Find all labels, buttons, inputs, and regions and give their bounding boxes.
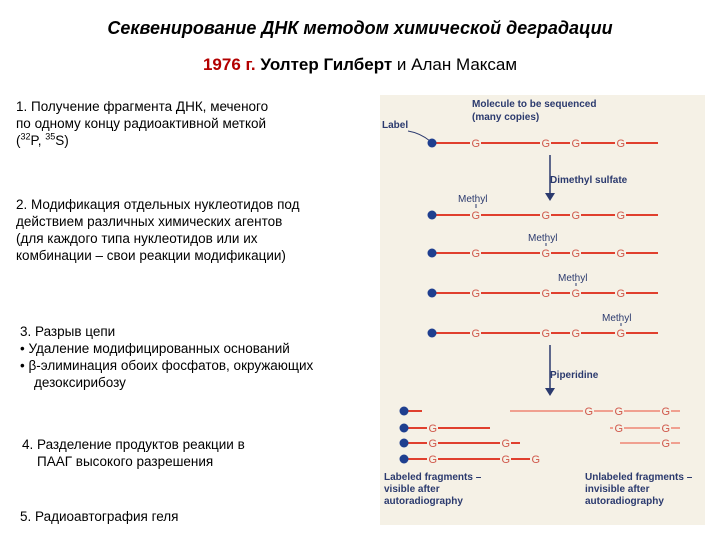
unlabeled-fragment-1-g-2: G [661, 406, 671, 418]
step-1-isotopes [16, 132, 366, 149]
header-line-2: (many copies) [472, 112, 540, 123]
maxam-gilbert-figure [380, 95, 705, 525]
label-pointer [408, 131, 430, 141]
strand-methylated-2-g-3: G [616, 248, 626, 260]
strand-original-g-0: G [471, 138, 481, 150]
step-3-bullet-2: • β-элиминация обоих фосфатов, окружающих дезоксирибозу [20, 358, 314, 390]
reagent-dimethyl-sulfate: Dimethyl sulfate [550, 175, 628, 186]
step-3-line-1: 3. Разрыв цепи [20, 324, 116, 339]
strand-methylated-1-g-2: G [571, 210, 581, 222]
step-2-line-3: (для каждого типа нуклеотидов или их [16, 231, 258, 246]
methyl-label-2: Methyl [528, 233, 558, 244]
strand-methylated-4-g-2: G [571, 328, 581, 340]
arrow-1-head [545, 193, 555, 201]
sulfur-mass: 35 [45, 131, 56, 142]
strand-methylated-1-g-3: G [616, 210, 626, 222]
unlabeled-fragment-1-g-0: G [584, 406, 594, 418]
reagent-piperidine: Piperidine [550, 370, 599, 381]
labeled-fragment-2-g-0: G [428, 423, 438, 435]
sulfur: S) [55, 133, 69, 148]
slide-subtitle [0, 55, 720, 75]
step-2-line-2: действием различных химических агентов [16, 214, 283, 229]
caption-left-3: autoradiography [384, 496, 463, 507]
step-3 [20, 323, 370, 391]
strand-methylated-4-g-0: G [471, 328, 481, 340]
label-caption: Label [382, 120, 409, 131]
labeled-fragment-3-label-dot [400, 439, 409, 448]
labeled-fragment-1-label-dot [400, 407, 409, 416]
isotope-open: ( [16, 133, 21, 148]
strand-methylated-2-g-2: G [571, 248, 581, 260]
unlabeled-fragment-2-g-0: G [614, 423, 624, 435]
caption-right-2: invisible after [585, 484, 650, 495]
labeled-fragment-4-g-0: G [428, 454, 438, 466]
strand-methylated-3-g-1: G [541, 288, 551, 300]
labeled-fragment-3-g-1: G [501, 438, 511, 450]
caption-right-1: Unlabeled fragments – [585, 472, 693, 483]
strand-original-g-2: G [571, 138, 581, 150]
unlabeled-fragment-1-g-1: G [614, 406, 624, 418]
header-line-1: Molecule to be sequenced [472, 99, 597, 110]
labeled-fragment-4-g-2: G [531, 454, 541, 466]
year: 1976 г. [202, 55, 256, 74]
caption-right-3: autoradiography [585, 496, 664, 507]
labeled-fragment-4-label-dot [400, 455, 409, 464]
strand-methylated-4-g-3: G [616, 328, 626, 340]
step-1-line-1: 1. Получение фрагмента ДНК, меченого [16, 99, 269, 114]
strand-original-label-dot [428, 139, 437, 148]
slide-title: Секвенирование ДНК методом химической деградации [107, 18, 613, 38]
step-4-line-2: ПААГ высокого разрешения [22, 454, 214, 469]
strand-methylated-2-g-0: G [471, 248, 481, 260]
step-4 [22, 436, 372, 470]
caption-left-2: visible after [384, 484, 440, 495]
strand-methylated-2-label-dot [428, 249, 437, 258]
unlabeled-fragment-2-g-1: G [661, 423, 671, 435]
step-4-line-1: 4. Разделение продуктов реакции в [22, 437, 245, 452]
methyl-label-1: Methyl [458, 194, 488, 205]
unlabeled-fragment-3-g-0: G [661, 438, 671, 450]
strand-methylated-1-g-0: G [471, 210, 481, 222]
step-2-line-4: комбинации – свои реакции модификации) [16, 248, 286, 263]
step-2-line-1: 2. Модификация отдельных нуклеотидов под [16, 197, 300, 212]
step-1 [16, 98, 366, 149]
labeled-fragment-4-g-1: G [501, 454, 511, 466]
strand-methylated-3-label-dot [428, 289, 437, 298]
strand-original-g-1: G [541, 138, 551, 150]
author-maxam: и Алан Максам [396, 55, 518, 74]
caption-left-1: Labeled fragments – [384, 472, 482, 483]
phosphorus: P, [30, 133, 46, 148]
strand-methylated-4-g-1: G [541, 328, 551, 340]
methyl-label-4: Methyl [602, 313, 632, 324]
figure-canvas [380, 95, 705, 525]
strand-methylated-3-g-0: G [471, 288, 481, 300]
strand-original-g-3: G [616, 138, 626, 150]
strand-methylated-4-label-dot [428, 329, 437, 338]
strand-methylated-1-g-1: G [541, 210, 551, 222]
strand-methylated-1-label-dot [428, 211, 437, 220]
author-gilbert: Уолтер Гилберт [260, 55, 393, 74]
step-2 [16, 196, 366, 264]
strand-methylated-2-g-1: G [541, 248, 551, 260]
labeled-fragment-3-g-0: G [428, 438, 438, 450]
phosphorus-mass: 32 [20, 131, 31, 142]
step-5-line-1: 5. Радиоавтография геля [20, 509, 179, 524]
methyl-label-3: Methyl [558, 273, 588, 284]
strand-methylated-3-g-3: G [616, 288, 626, 300]
strand-methylated-3-g-2: G [571, 288, 581, 300]
step-3-bullet-1: • Удаление модифицированных оснований [20, 341, 290, 356]
arrow-2-head [545, 388, 555, 396]
labeled-fragment-2-label-dot [400, 424, 409, 433]
step-5 [20, 508, 370, 525]
step-1-line-2: по одному концу радиоактивной меткой [16, 116, 267, 131]
